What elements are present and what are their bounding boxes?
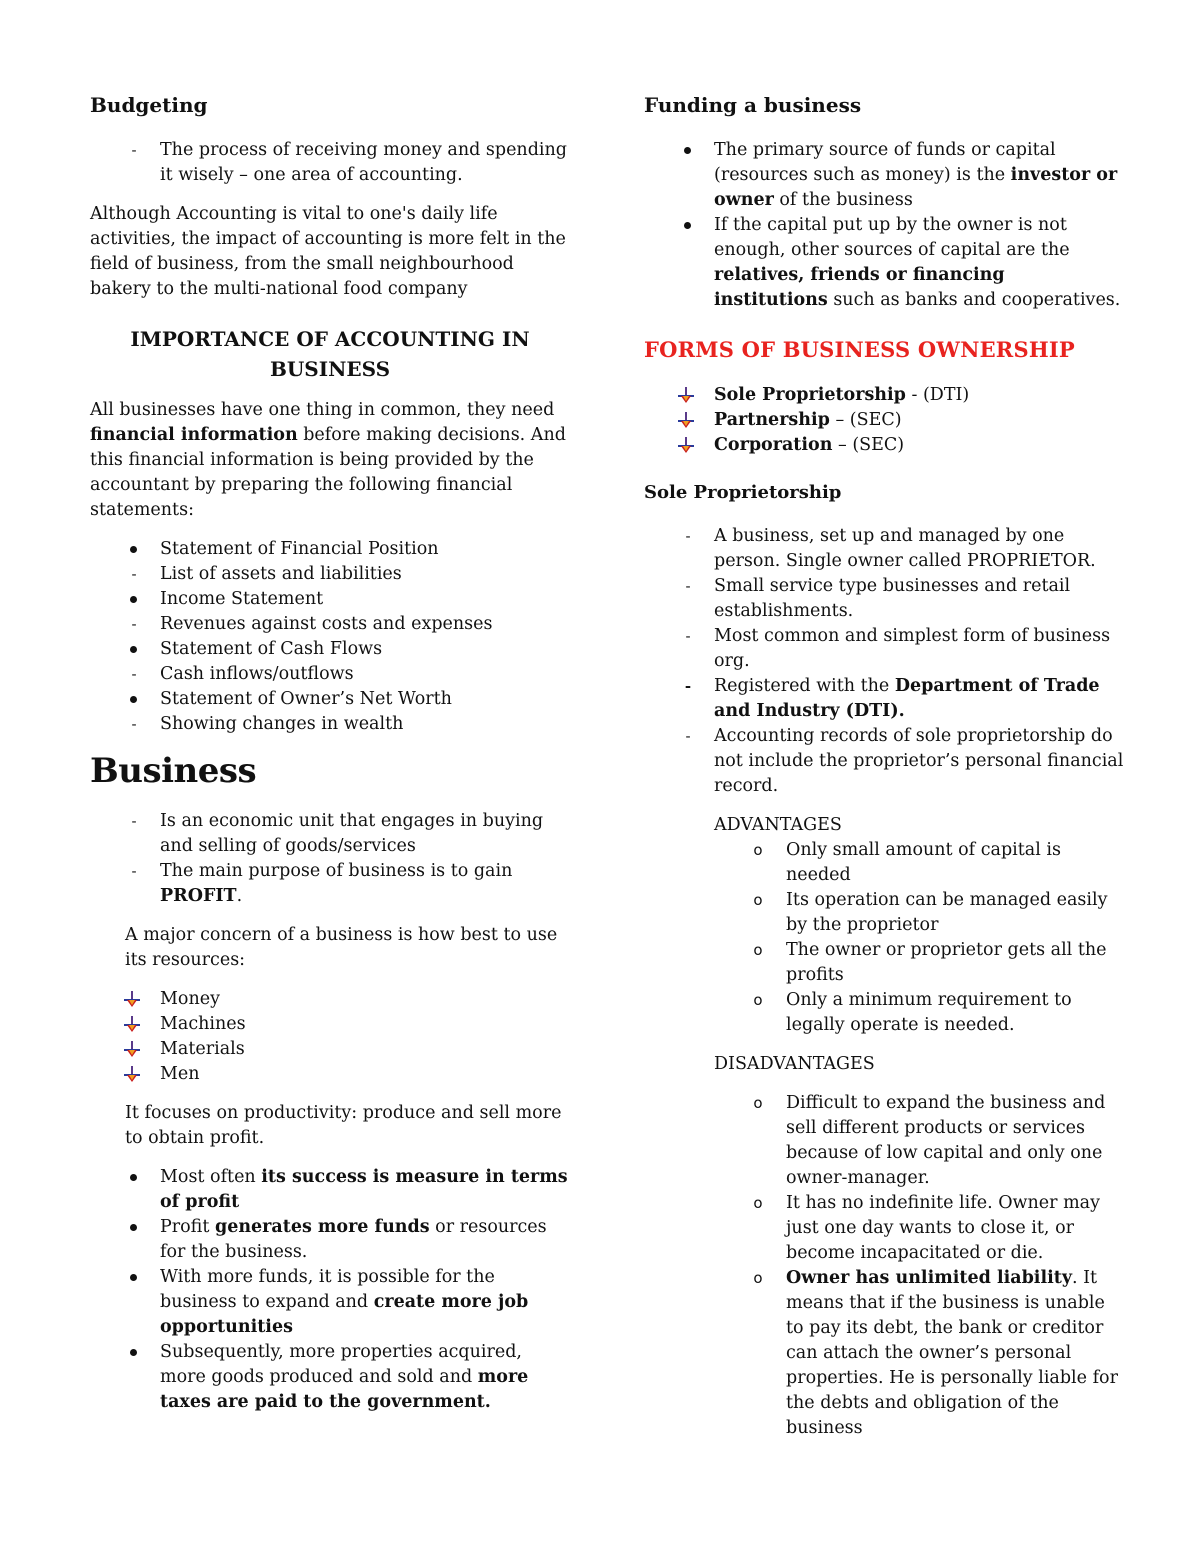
list-item: - A business, set up and managed by one person. Single owner called PROPRIETOR. — [685, 526, 1096, 571]
advantages-label: ADVANTAGES — [714, 815, 842, 835]
profit-list — [90, 1165, 570, 1415]
list-item: Men — [90, 1062, 570, 1087]
list-item: Profit generates more funds or resources for the business. — [160, 1217, 547, 1262]
forms-list — [644, 383, 1124, 458]
list-item: If the capital put up by the owner is not enough, other sources of capital are the relatives, friends or financing institutions such as banks and cooperatives. — [714, 215, 1121, 310]
list-item: - Registered with the Department of Trade and Industry (DTI). — [684, 676, 1100, 721]
list-item: Statement of Owner’s Net Worth — [160, 689, 452, 709]
dash-icon: - — [131, 715, 137, 733]
importance-paragraph: All businesses have one thing in common, they need financial information before making decisions. And this financial information is being provided by the accountant by preparing the following financial statements: — [90, 400, 566, 520]
list-item: - Showing changes in wealth — [90, 712, 570, 737]
list-item: o Its operation can be managed easily by the proprietor — [644, 888, 1124, 938]
budgeting-list — [90, 138, 570, 188]
budgeting-heading: Budgeting — [90, 93, 208, 117]
advantages-list — [644, 838, 1124, 1038]
importance-heading: IMPORTANCE OF ACCOUNTING IN BUSINESS — [130, 327, 530, 381]
disadvantages-label: DISADVANTAGES — [714, 1054, 875, 1074]
budgeting-paragraph: Although Accounting is vital to one's daily life activities, the impact of accounting is more felt in the field of business, from the small neighbourhood bakery to the multi-national food company — [90, 204, 566, 299]
list-item: - Most common and simplest form of business org. — [685, 626, 1111, 671]
arrow-down-icon — [124, 991, 140, 1007]
funding-heading: Funding a business — [644, 93, 862, 117]
business-definition-list — [90, 809, 570, 909]
arrow-down-icon — [124, 1066, 140, 1082]
list-item: - Small service type businesses and retail establishments. — [685, 576, 1071, 621]
dash-icon: - — [131, 615, 137, 633]
circle-bullet-icon: o — [753, 841, 763, 859]
resources-intro: A major concern of a business is how best to use its resources: — [125, 925, 558, 970]
list-item: Statement of Cash Flows — [160, 639, 383, 659]
arrow-down-icon — [678, 412, 694, 428]
right-column — [644, 90, 1124, 1455]
forms-heading: FORMS OF BUSINESS OWNERSHIP — [644, 337, 1075, 362]
list-item: - List of assets and liabilities — [90, 562, 570, 587]
list-item: With more funds, it is possible for the business to expand and create more job opportunities — [160, 1267, 529, 1337]
list-item: Machines — [90, 1012, 570, 1037]
dash-icon: - — [131, 565, 137, 583]
list-item: Income Statement — [160, 589, 324, 609]
statements-list — [90, 537, 570, 737]
arrow-down-icon — [124, 1041, 140, 1057]
list-item: - Cash inflows/outflows — [90, 662, 570, 687]
dash-icon: - — [131, 665, 137, 683]
arrow-down-icon — [678, 437, 694, 453]
business-heading: Business — [90, 751, 257, 791]
list-item: Money — [90, 987, 570, 1012]
list-item: - The process of receiving money and spending it wisely – one area of accounting. — [131, 140, 567, 185]
list-item: o The owner or proprietor gets all the profits — [644, 938, 1124, 988]
arrow-down-icon — [678, 387, 694, 403]
funding-list — [644, 138, 1124, 313]
list-item: Statement of Financial Position — [160, 539, 439, 559]
circle-bullet-icon: o — [753, 941, 763, 959]
list-item: Subsequently, more properties acquired, more goods produced and sold and more taxes are paid to the government. — [160, 1342, 529, 1412]
list-item: - The main purpose of business is to gain PROFIT. — [131, 861, 513, 906]
list-item: o Only a minimum requirement to legally operate is needed. — [644, 988, 1124, 1038]
list-item: - Revenues against costs and expenses — [90, 612, 570, 637]
list-item: The primary source of funds or capital (resources such as money) is the investor or owner of the business — [714, 140, 1118, 210]
list-item: - Accounting records of sole proprietorship do not include the proprietor’s personal financial record. — [685, 726, 1124, 796]
circle-bullet-icon: o — [753, 891, 763, 909]
list-item: Sole Proprietorship - (DTI) — [644, 383, 1124, 408]
productivity-paragraph: It focuses on productivity: produce and sell more to obtain profit. — [125, 1103, 562, 1148]
list-item: Partnership – (SEC) — [644, 408, 1124, 433]
sole-proprietorship-heading: Sole Proprietorship — [644, 482, 842, 503]
list-item: o Only small amount of capital is needed — [644, 838, 1124, 888]
disadvantages-list — [644, 1091, 1124, 1441]
list-item: Most often its success is measure in terms of profit — [160, 1167, 568, 1212]
list-item: o Difficult to expand the business and sell different products or services because of low capital and only one owner-manager. — [753, 1093, 1106, 1188]
sole-proprietorship-list — [644, 524, 1124, 799]
left-column — [90, 90, 570, 1429]
list-item: o Owner has unlimited liability. It means that if the business is unable to pay its debt, the bank or creditor can attach the owner’s personal properties. He is personally liable for the debts and obligation of the business — [753, 1268, 1118, 1438]
list-item: - Is an economic unit that engages in buying and selling of goods/services — [131, 811, 544, 856]
resources-list — [90, 987, 570, 1087]
list-item: o It has no indefinite life. Owner may just one day wants to close it, or become incapacitated or die. — [753, 1193, 1100, 1263]
circle-bullet-icon: o — [753, 991, 763, 1009]
list-item: Corporation – (SEC) — [644, 433, 1124, 458]
arrow-down-icon — [124, 1016, 140, 1032]
list-item: Materials — [90, 1037, 570, 1062]
